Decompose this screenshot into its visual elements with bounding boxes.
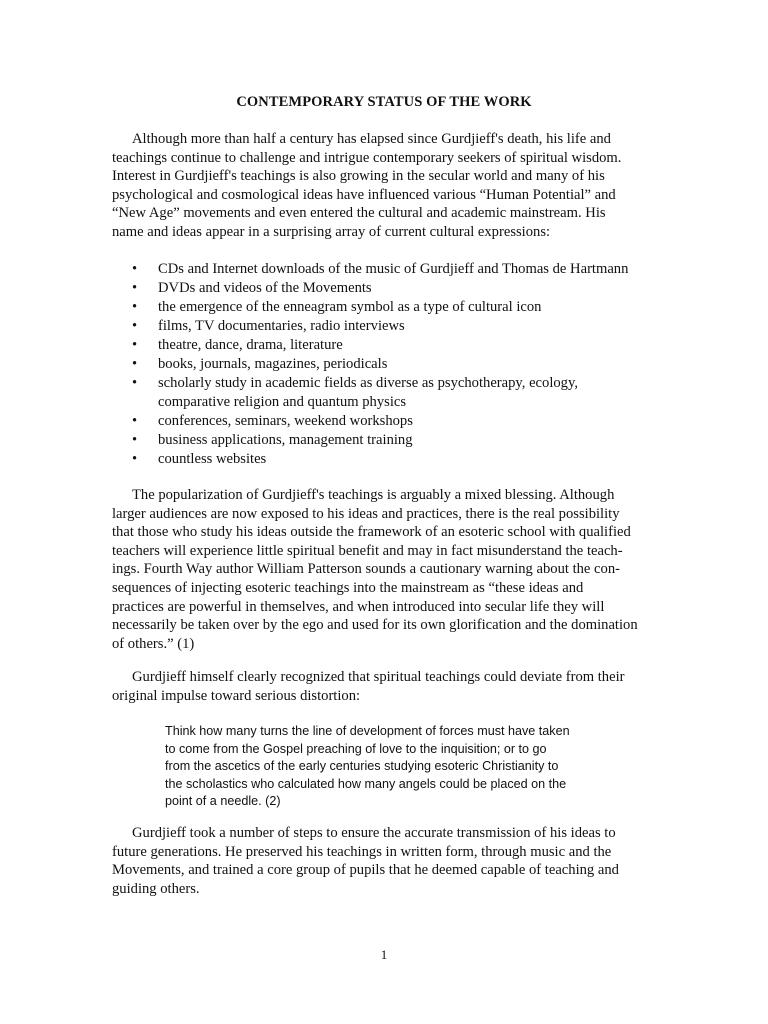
list-item [112, 336, 672, 355]
paragraph-line: sequences of injecting esoteric teachings into the mainstream as “these ideas and [112, 579, 584, 596]
bullet-icon: • [132, 261, 138, 277]
list-item [112, 355, 672, 374]
bullet-icon: • [132, 299, 138, 315]
list-item [112, 298, 672, 317]
bullet-list [112, 260, 672, 469]
paragraph-distortion [112, 668, 660, 705]
paragraph-intro [112, 130, 660, 242]
list-item-text: books, journals, magazines, periodicals [158, 356, 388, 372]
page-number: 1 [380, 947, 388, 962]
paragraph-line: Gurdjieff himself clearly recognized that spiritual teachings could deviate from their [132, 669, 625, 685]
paragraph-line: necessarily be taken over by the ego and used for its own glorification and the domination [112, 617, 638, 634]
list-item-text: CDs and Internet downloads of the music of Gurdjieff and Thomas de Hartmann [158, 261, 629, 277]
paragraph-line: larger audiences are now exposed to his ideas and practices, there is the real possibility [112, 505, 620, 522]
paragraph-line: guiding others. [112, 880, 200, 897]
bullet-icon: • [132, 375, 138, 391]
paragraph-line: name and ideas appear in a surprising array of current cultural expressions: [112, 223, 551, 240]
quote-line: to come from the Gospel preaching of love to the inquisition; or to go [165, 741, 547, 756]
page-title: CONTEMPORARY STATUS OF THE WORK [236, 94, 532, 110]
list-item [112, 450, 672, 469]
paragraph-line: psychological and cosmological ideas have influenced various “Human Potential” and [112, 186, 616, 203]
paragraph-line: teachings continue to challenge and intrigue contemporary seekers of spiritual wisdom. [112, 149, 622, 166]
paragraph-line: that those who study his ideas outside the framework of an esoteric school with qualified [112, 524, 631, 541]
bullet-icon: • [132, 451, 138, 467]
paragraph-line: ings. Fourth Way author William Patterson sounds a cautionary warning about the con- [112, 561, 620, 578]
list-item [112, 279, 672, 298]
paragraph-line: Interest in Gurdjieff's teachings is also growing in the secular world and many of his [112, 168, 605, 185]
bullet-icon: • [132, 432, 138, 448]
list-item [112, 431, 672, 450]
list-item [112, 374, 672, 412]
list-item-text: scholarly study in academic fields as diverse as psychotherapy, ecology, [158, 375, 578, 391]
paragraph-transmission [112, 824, 660, 898]
paragraph-line: “New Age” movements and even entered the cultural and academic mainstream. His [112, 205, 606, 222]
quote-line: point of a needle. (2) [165, 794, 281, 809]
list-item [112, 412, 672, 431]
paragraph-line: Gurdjieff took a number of steps to ensure the accurate transmission of his ideas to [132, 825, 616, 841]
list-item-text: conferences, seminars, weekend workshops [158, 413, 413, 429]
list-item [112, 317, 672, 336]
paragraph-line: teachers will experience little spiritual benefit and may in fact misunderstand the teach- [112, 542, 623, 559]
paragraph-line: practices are powerful in themselves, and when introduced into secular life they will [112, 598, 605, 615]
paragraph-line: of others.” (1) [112, 635, 195, 652]
bullet-icon: • [132, 318, 138, 334]
bullet-icon: • [132, 280, 138, 296]
paragraph-line: The popularization of Gurdjieff's teachings is arguably a mixed blessing. Although [132, 487, 615, 503]
list-item-text: countless websites [158, 451, 267, 467]
list-item-text-continued: comparative religion and quantum physics [158, 394, 407, 410]
list-item-text: theatre, dance, drama, literature [158, 337, 343, 353]
bullet-icon: • [132, 413, 138, 429]
bullet-icon: • [132, 337, 138, 353]
quote-line: from the ascetics of the early centuries studying esoteric Christianity to [165, 759, 559, 774]
list-item-text: films, TV documentaries, radio interviews [158, 318, 405, 334]
paragraph-line: Although more than half a century has elapsed since Gurdjieff's death, his life and [132, 131, 611, 147]
quote-line: Think how many turns the line of development of forces must have taken [165, 724, 570, 738]
list-item-text: the emergence of the enneagram symbol as a type of cultural icon [158, 299, 542, 315]
list-item [112, 260, 672, 279]
paragraph-line: Movements, and trained a core group of pupils that he deemed capable of teaching and [112, 862, 619, 879]
list-item-text: business applications, management training [158, 432, 413, 448]
bullet-icon: • [132, 356, 138, 372]
list-item-text: DVDs and videos of the Movements [158, 280, 372, 296]
paragraph-line: future generations. He preserved his teachings in written form, through music and the [112, 843, 612, 860]
paragraph-line: original impulse toward serious distortion: [112, 687, 361, 704]
block-quote [165, 723, 595, 811]
paragraph-popularization [112, 486, 660, 653]
quote-line: the scholastics who calculated how many angels could be placed on the [165, 776, 567, 791]
